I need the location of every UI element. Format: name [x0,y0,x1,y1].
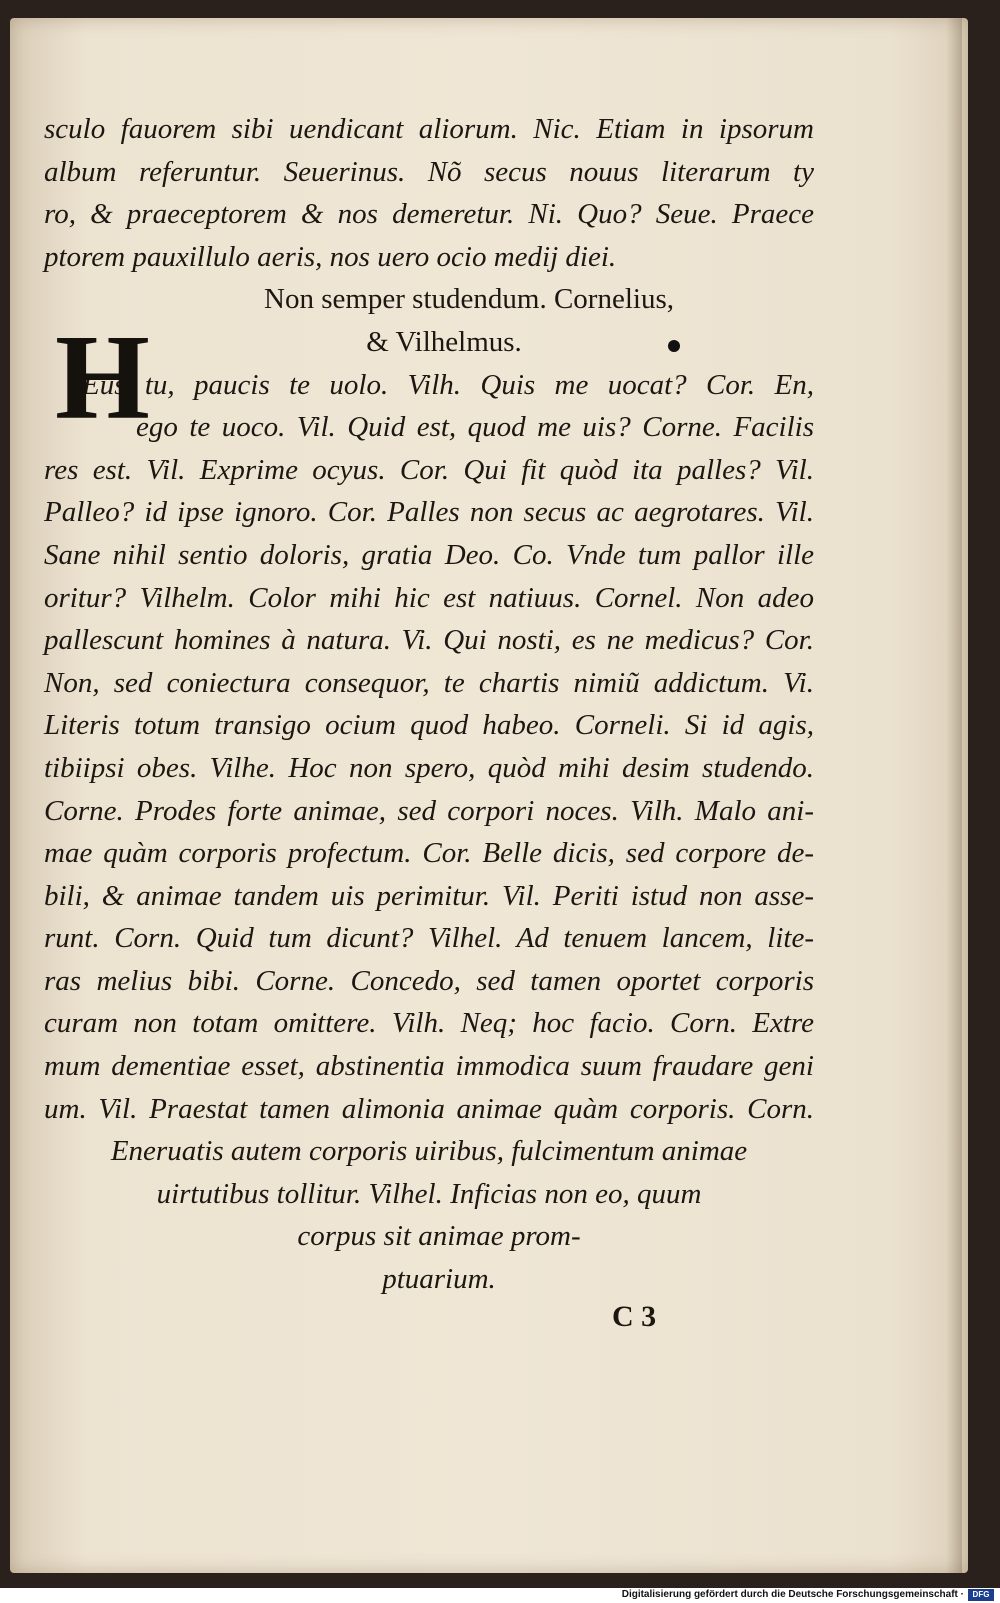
text-line: mae quàm corporis profectum. Cor. Belle dicis, sed corpore de- [44,837,814,870]
text-line: Non, sed coniectura consequor, te chartis nimiũ addictum. Vi. [44,666,814,699]
text-line-taper: corpus sit animae prom- [297,1220,581,1253]
text-line: oritur? Vilhelm. Color mihi hic est natiuus. Cornel. Non adeo [44,581,814,614]
dfg-logo-icon: DFG [968,1589,994,1601]
text-line-taper: uirtutibus tollitur. Vilhel. Inficias non eo, quum [156,1177,702,1210]
section-heading-speakers: & Vilhelmus. [366,325,522,358]
footer-credit: Digitalisierung gefördert durch die Deutsche Forschungsgemeinschaft · [621,1589,964,1600]
text-line: runt. Corn. Quid tum dicunt? Vilhel. Ad tenuem lancem, lite- [44,922,814,955]
text-line: ptorem pauxillulo aeris, nos uero ocio medij diei. [44,240,617,273]
section-heading: Non semper studendum. Cornelius, [264,283,674,316]
text-line-taper: ptuarium. [382,1263,496,1296]
signature-mark: C 3 [612,1300,657,1333]
text-line: Literis totum transigo ocium quod habeo. Corneli. Si id agis, [44,709,814,742]
text-line: ras melius bibi. Corne. Concedo, sed tamen oportet corporis [44,964,814,997]
drop-cap-initial: H [55,310,150,445]
text-line: album referuntur. Seuerinus. Nõ secus nouus literarum ty [44,155,814,188]
text-line-taper: Eneruatis autem corporis uiribus, fulcimentum animae [110,1135,748,1168]
page-text [44,108,814,1301]
text-line: res est. Vil. Exprime ocyus. Cor. Qui fit quòd ita palles? Vil. [44,453,814,486]
text-line: ro, & praeceptorem & nos demeretur. Ni. Quo? Seue. Praece [44,198,814,231]
text-line: tibiipsi obes. Vilhe. Hoc non spero, quòd mihi desim studendo. [44,751,814,784]
text-line: pallescunt homines à natura. Vi. Qui nosti, es ne medicus? Cor. [44,624,814,657]
text-line: Corne. Prodes forte animae, sed corpori noces. Vilh. Malo ani- [44,794,814,827]
text-line: um. Vil. Praestat tamen alimonia animae quàm corporis. Corn. [44,1092,814,1125]
text-line: ego te uoco. Vil. Quid est, quod me uis? Corne. Facilis [136,411,814,444]
text-line: curam non totam omittere. Vilh. Neq; hoc facio. Corn. Extre [44,1007,814,1040]
text-line: sculo fauorem sibi uendicant aliorum. Nic. Etiam in ipsorum [44,113,814,145]
text-line: bili, & animae tandem uis perimitur. Vil. Periti istud non asse- [44,879,814,912]
text-line: Palleo? id ipse ignoro. Cor. Palles non secus ac aegrotares. Vil. [44,496,814,529]
text-line: mum dementiae esset, abstinentia immodica suum fraudare geni [44,1050,814,1083]
text-line: Sane nihil sentio doloris, gratia Deo. Co. Vnde tum pallor ille [44,538,814,571]
ink-dot-mark [668,340,680,352]
text-line: Eus tu, paucis te uolo. Vilh. Quis me uocat? Cor. En, [82,368,814,401]
